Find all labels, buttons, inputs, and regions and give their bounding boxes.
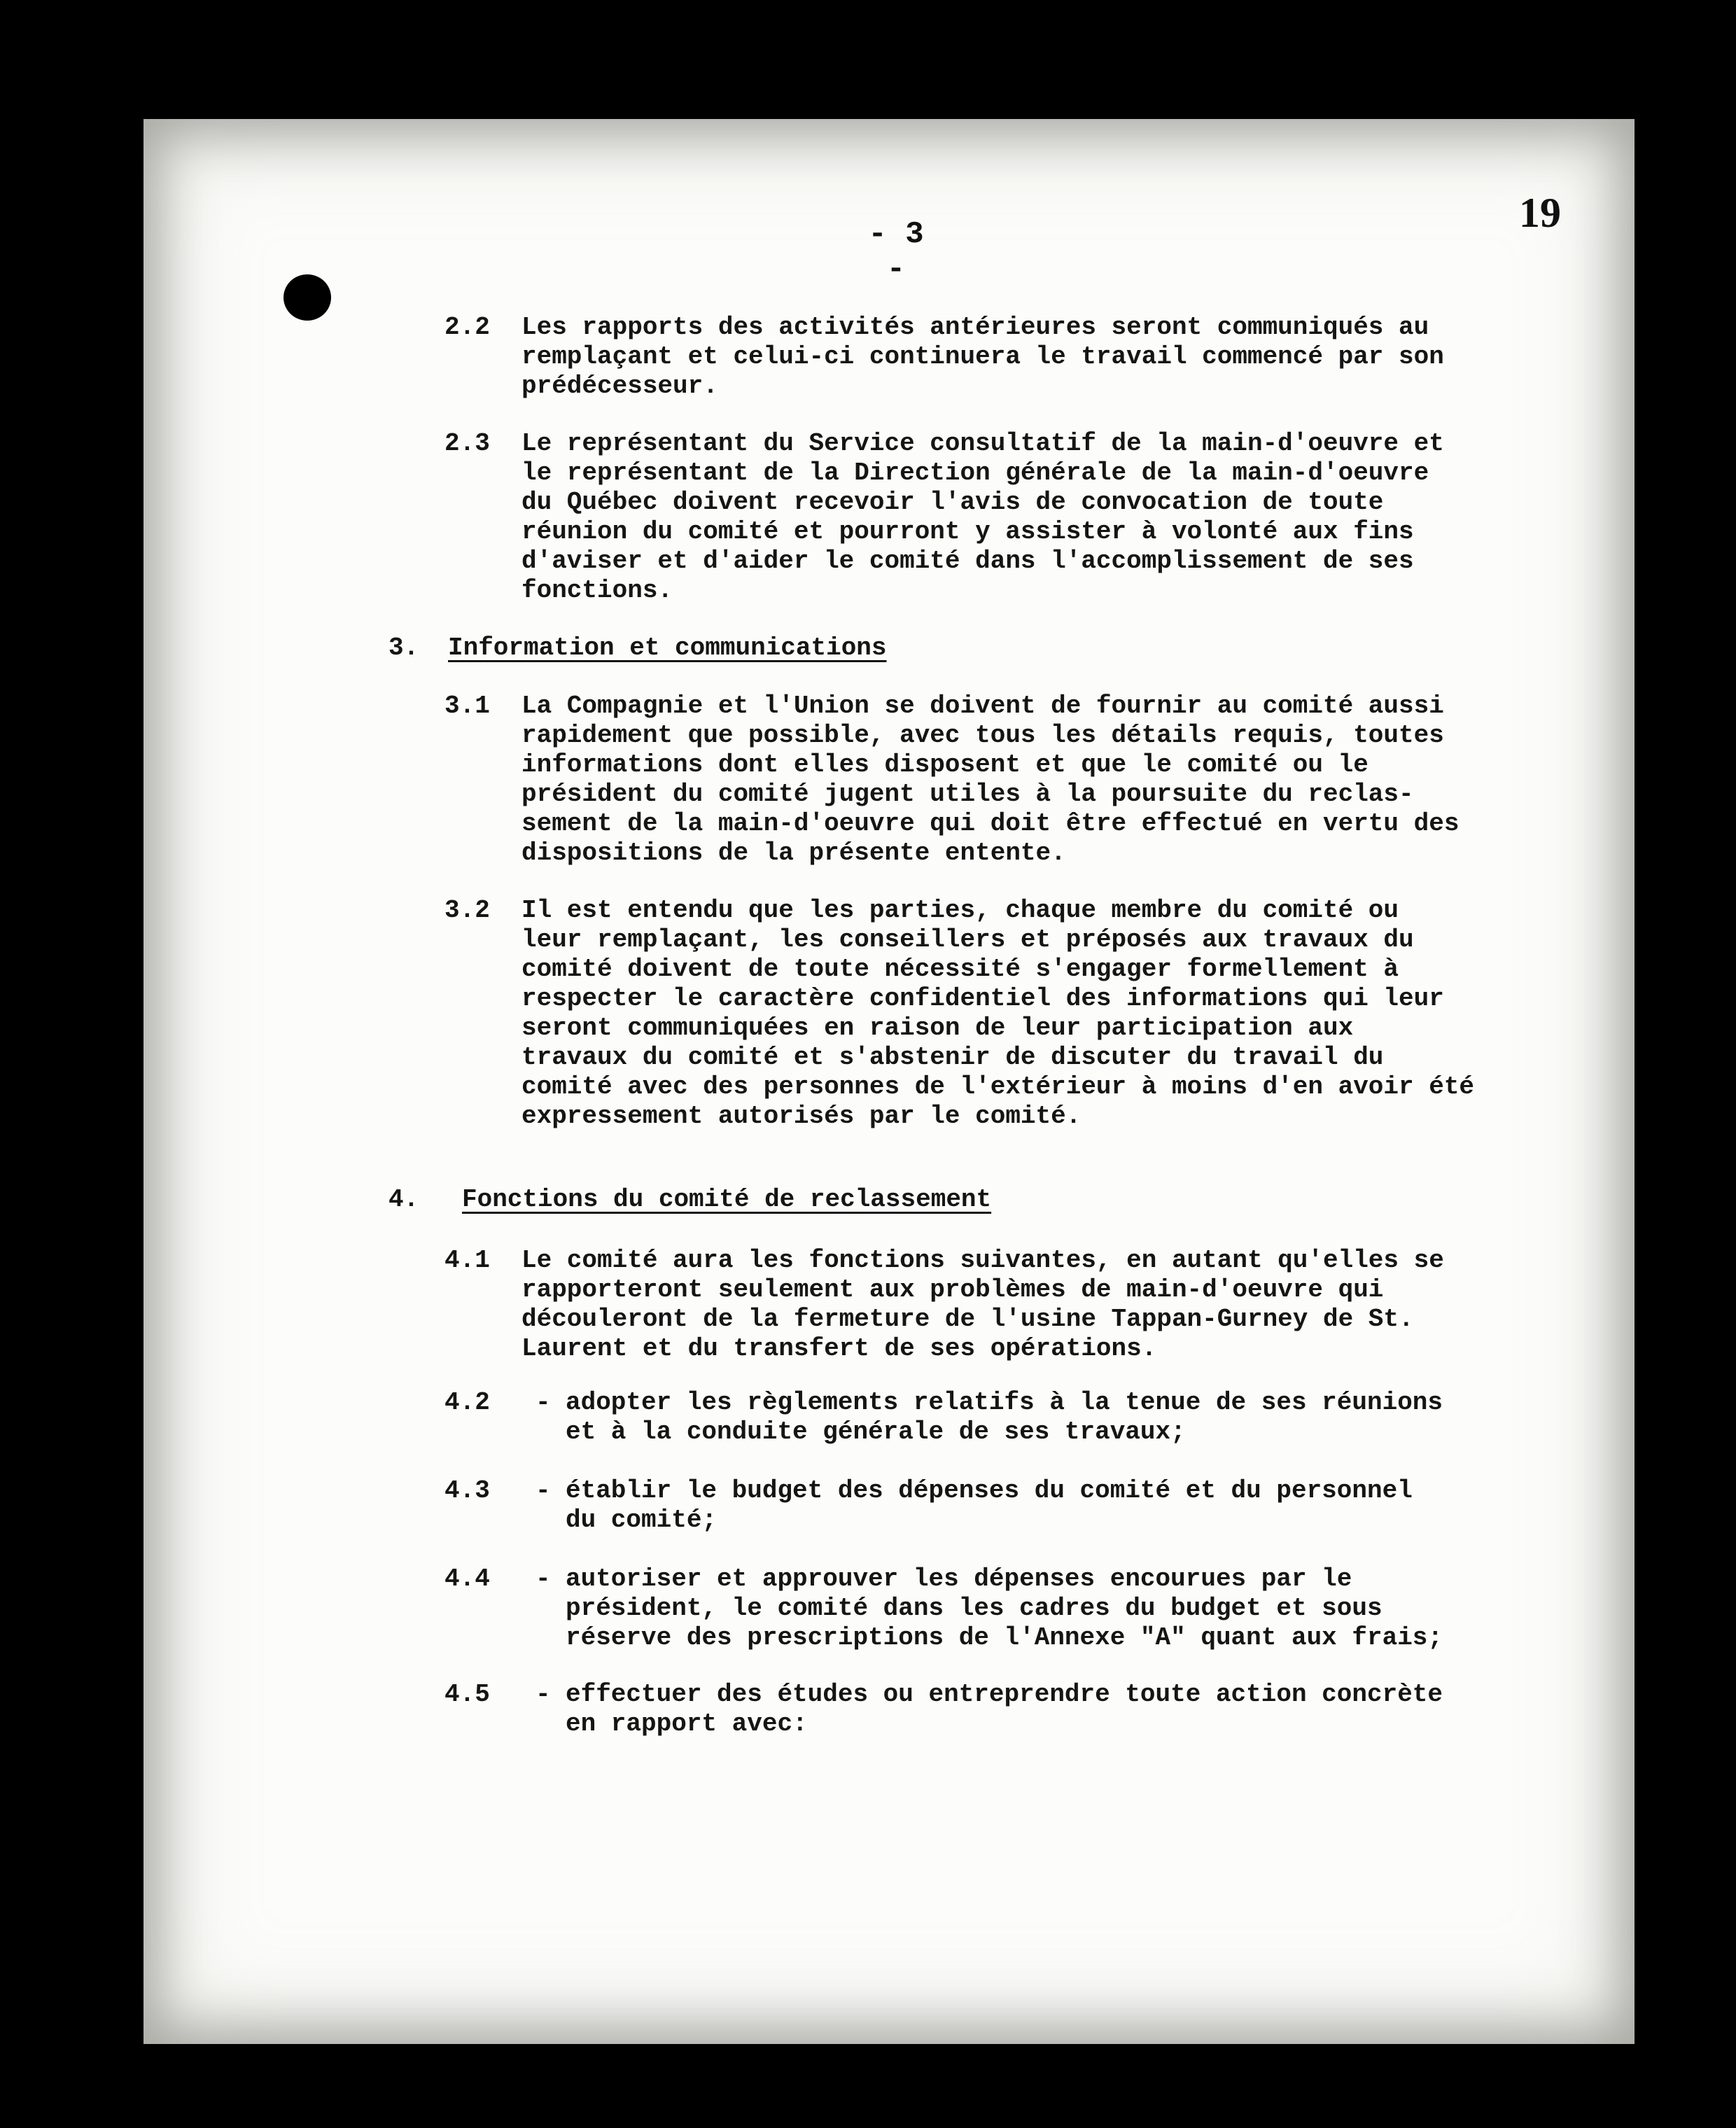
section-text-4-1: Le comité aura les fonctions suivantes, en autant qu'elles se rapporteront seulement aux problèmes de main-d'oeuvre qui découleront de la fermeture de l'usine Tappan-Gurney de St. Laurent et du transfert de ses opérations. bbox=[522, 1246, 1444, 1363]
section-number-4-4: 4.4 bbox=[444, 1564, 490, 1593]
bullet-dash: - bbox=[536, 1476, 551, 1505]
section-number-4: 4. bbox=[388, 1185, 419, 1214]
section-heading-4: Fonctions du comité de reclassement bbox=[462, 1185, 992, 1214]
section-number-2-2: 2.2 bbox=[444, 313, 490, 342]
section-text-2-3: Le représentant du Service consultatif de la main-d'oeuvre et le représentant de la Direction générale de la main-d'oeuvre du Québec doivent recevoir l'avis de convocation de toute réunion du comité et pourront y assister à volonté aux fins d'aviser et d'aider le comité dans l'accomplissement de ses fonctions. bbox=[522, 429, 1444, 605]
section-number-4-2: 4.2 bbox=[444, 1388, 490, 1417]
section-number-4-1: 4.1 bbox=[444, 1246, 490, 1275]
folio-number: 19 bbox=[1519, 190, 1561, 236]
bullet-dash: - bbox=[536, 1680, 551, 1709]
section-text-4-5: effectuer des études ou entreprendre toute action concrète en rapport avec: bbox=[566, 1680, 1443, 1738]
section-number-3-2: 3.2 bbox=[444, 896, 490, 925]
section-text-2-2: Les rapports des activités antérieures seront communiqués au remplaçant et celui-ci continuera le travail commencé par son prédécesseur. bbox=[522, 313, 1444, 400]
section-number-4-3: 4.3 bbox=[444, 1476, 490, 1505]
section-number-4-5: 4.5 bbox=[444, 1680, 490, 1709]
section-text-4-3: établir le budget des dépenses du comité et du personnel du comité; bbox=[566, 1476, 1413, 1534]
section-number-3: 3. bbox=[388, 634, 419, 662]
section-text-3-2: Il est entendu que les parties, chaque membre du comité ou leur remplaçant, les conseillers et préposés aux travaux du comité doivent de toute nécessité s'engager formellement à respecter le caractère confidentiel des informations qui leur seront communiquées en raison de leur participation aux travaux du comité et s'abstenir de discuter du travail du comité avec des personnes de l'extérieur à moins d'en avoir été expressement autorisés par le comité. bbox=[522, 896, 1475, 1130]
section-text-4-4: autoriser et approuver les dépenses encourues par le président, le comité dans les cadres du budget et sous réserve des prescriptions de l'Annexe "A" quant aux frais; bbox=[566, 1564, 1443, 1652]
section-heading-3: Information et communications bbox=[448, 634, 887, 662]
punch-hole bbox=[284, 274, 331, 321]
section-text-3-1: La Compagnie et l'Union se doivent de fournir au comité aussi rapidement que possible, avec tous les détails requis, toutes informations dont elles disposent et que le comité ou le président du comité jugent utiles à la poursuite du reclas- sement de la main-d'oeuvre qui doit être effectué en vertu des dispositions de la présente entente. bbox=[522, 692, 1460, 867]
section-number-3-1: 3.1 bbox=[444, 692, 490, 720]
bullet-dash: - bbox=[536, 1388, 551, 1417]
page-number: - 3 - bbox=[868, 217, 924, 287]
bullet-dash: - bbox=[536, 1564, 551, 1593]
section-text-4-2: adopter les règlements relatifs à la tenue de ses réunions et à la conduite générale de ses travaux; bbox=[566, 1388, 1443, 1446]
section-number-2-3: 2.3 bbox=[444, 429, 490, 458]
